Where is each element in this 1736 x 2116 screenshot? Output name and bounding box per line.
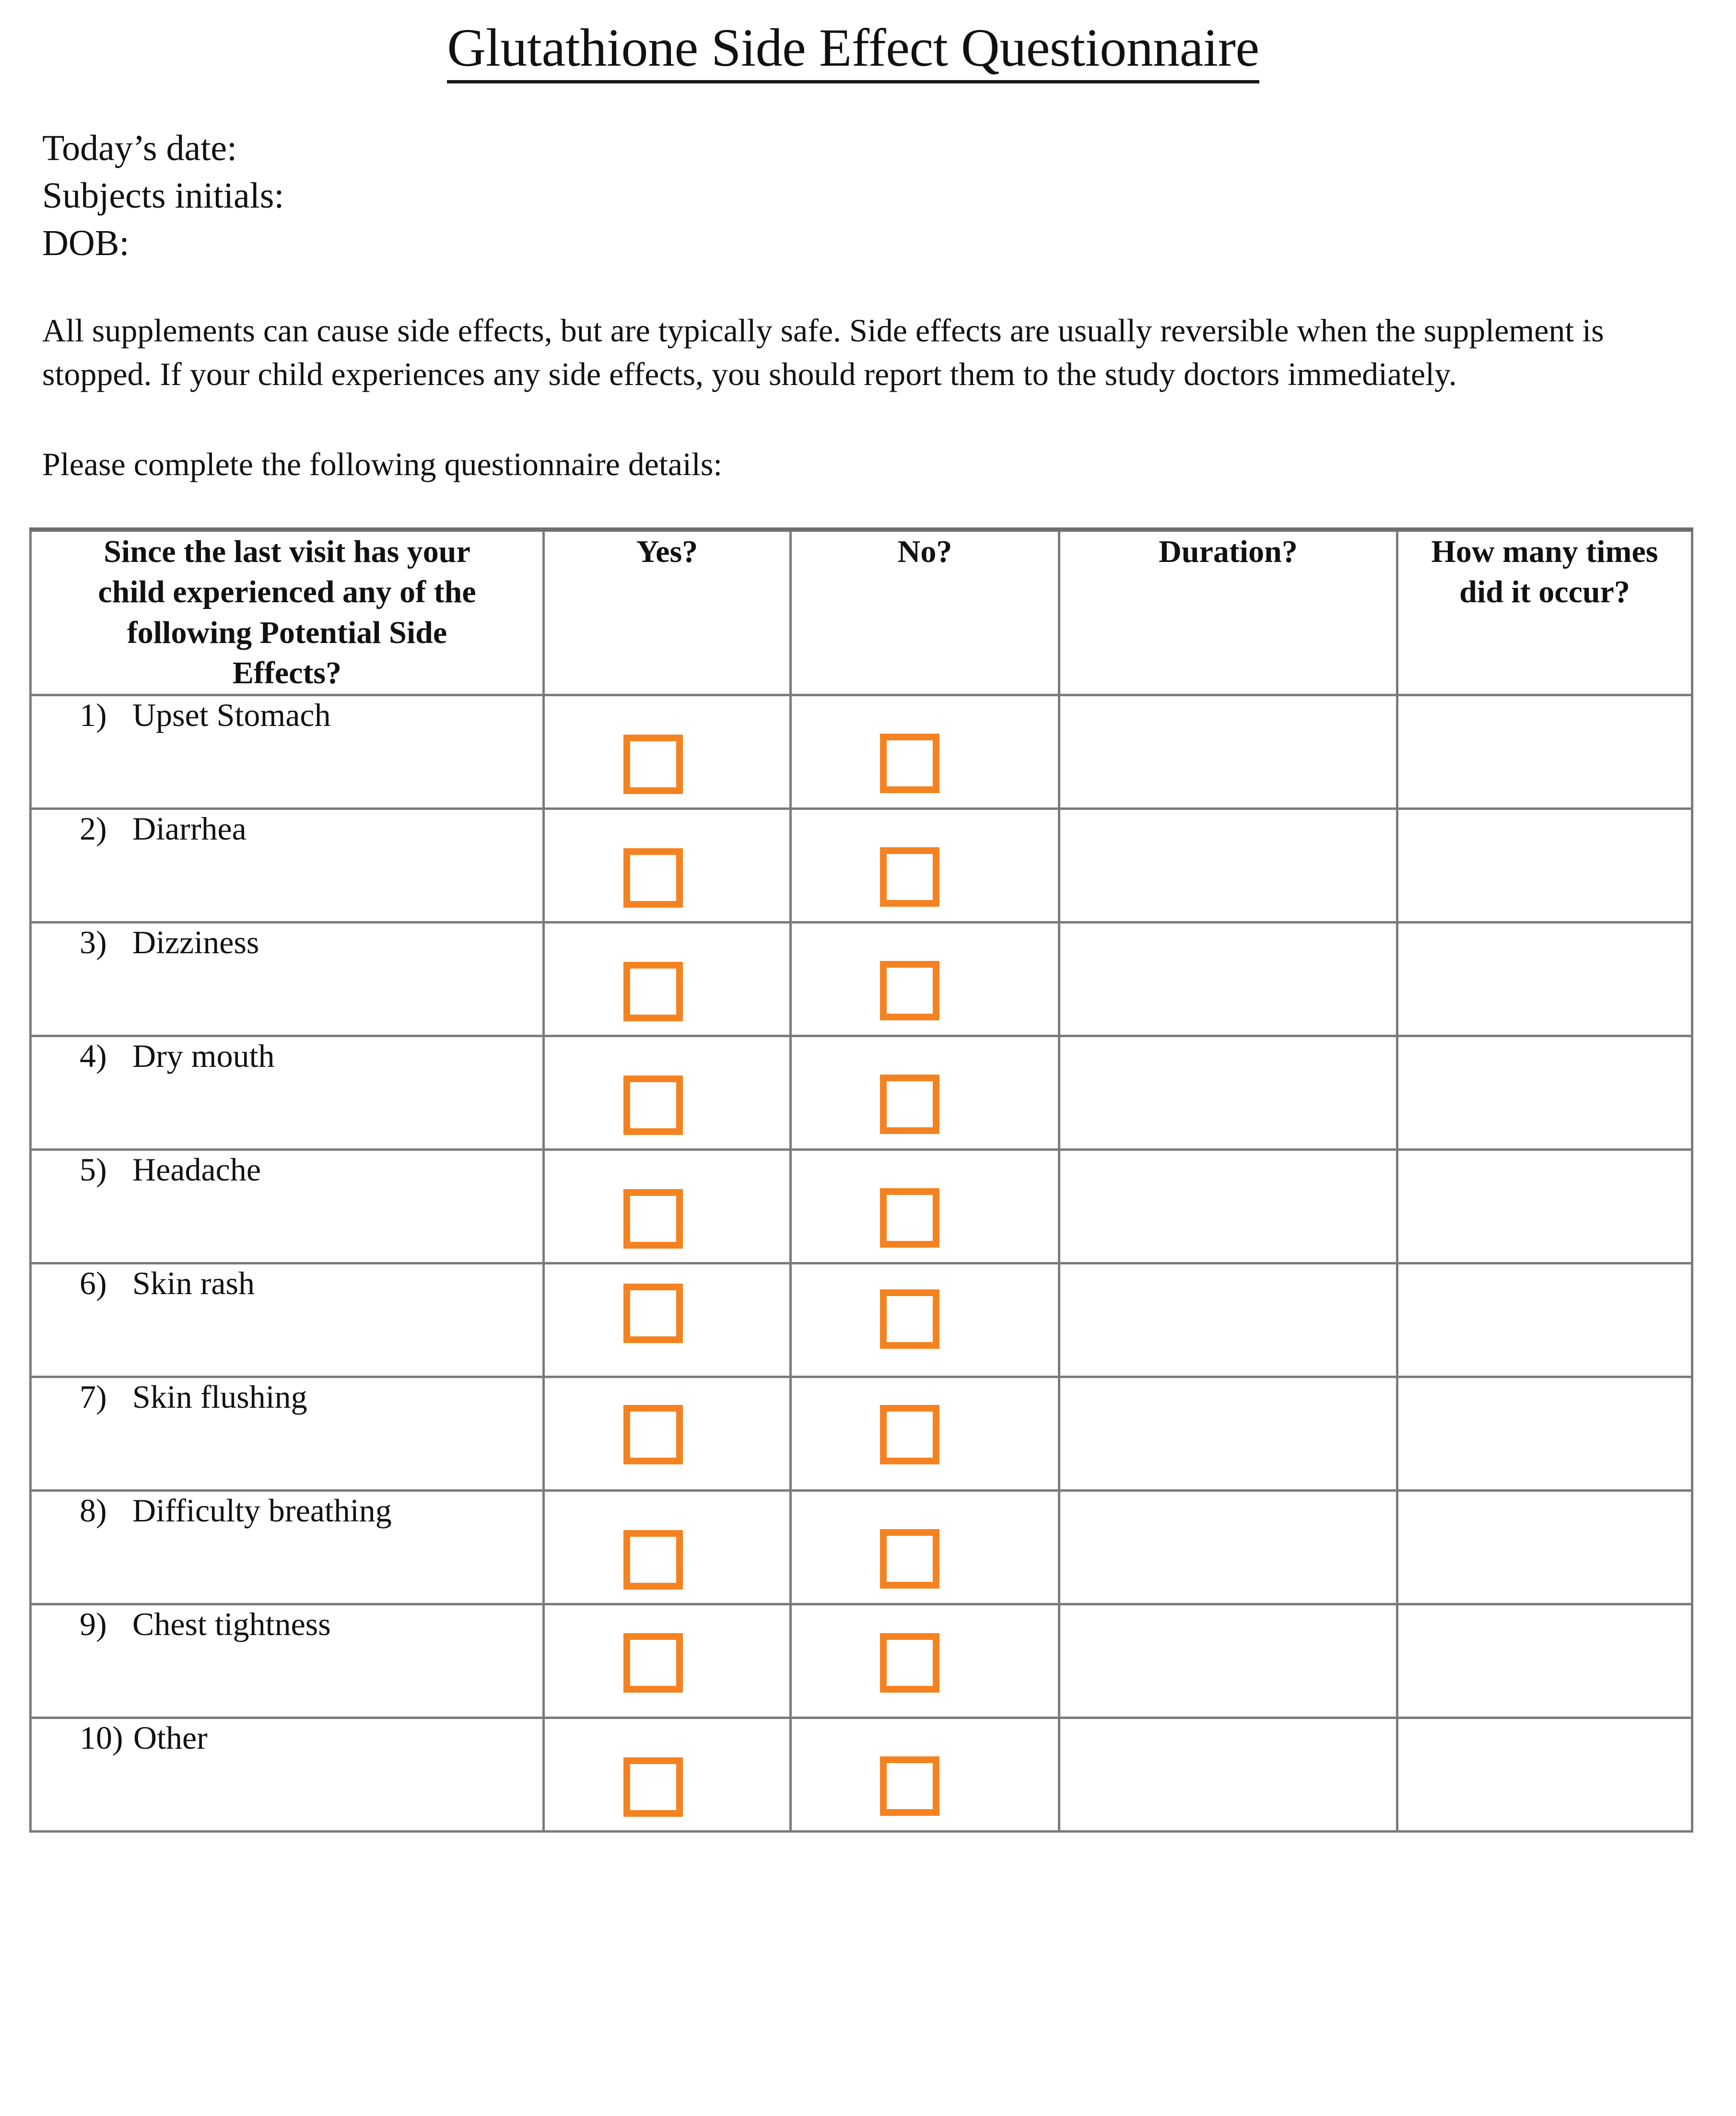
yes-checkbox[interactable] bbox=[623, 1530, 683, 1590]
header-item-line-3: following Potential Side bbox=[127, 615, 447, 650]
questionnaire-table-wrapper bbox=[42, 527, 1664, 1833]
no-cell[interactable] bbox=[791, 1490, 1059, 1604]
yes-cell[interactable] bbox=[544, 695, 791, 808]
yes-checkbox[interactable] bbox=[623, 848, 683, 908]
table-header-row bbox=[31, 529, 1692, 695]
yes-cell[interactable] bbox=[544, 1263, 791, 1377]
header-item-question bbox=[31, 529, 544, 695]
row-label-cell bbox=[31, 1377, 544, 1490]
yes-checkbox[interactable] bbox=[623, 735, 683, 794]
no-cell[interactable] bbox=[791, 1263, 1059, 1377]
identification-block bbox=[42, 125, 1664, 267]
no-checkbox[interactable] bbox=[880, 1756, 939, 1816]
no-checkbox[interactable] bbox=[880, 1075, 939, 1134]
yes-cell[interactable] bbox=[544, 1377, 791, 1490]
no-cell[interactable] bbox=[791, 922, 1059, 1036]
yes-cell[interactable] bbox=[544, 808, 791, 922]
no-cell[interactable] bbox=[791, 1718, 1059, 1831]
row-label: Dry mouth bbox=[132, 1037, 275, 1074]
intro-paragraph: All supplements can cause side effects, but are typically safe. Side effects are usually reversible when the supplement is stopped. If your child experiences any side effects, you should report them to the study doctors immediately. bbox=[42, 312, 1604, 392]
duration-cell[interactable] bbox=[1059, 695, 1397, 808]
yes-checkbox[interactable] bbox=[623, 1076, 683, 1135]
row-number: 7) bbox=[80, 1378, 107, 1415]
table-row bbox=[31, 1149, 1692, 1263]
duration-cell[interactable] bbox=[1059, 1149, 1397, 1263]
table-row bbox=[31, 1036, 1692, 1149]
occurrences-cell[interactable] bbox=[1397, 695, 1692, 808]
todays-date-label: Today’s date: bbox=[42, 128, 237, 168]
row-label: Dizziness bbox=[132, 924, 259, 960]
occurrences-cell[interactable] bbox=[1397, 1263, 1692, 1377]
row-number: 1) bbox=[80, 696, 107, 733]
table-row bbox=[31, 1718, 1692, 1831]
row-number: 4) bbox=[80, 1037, 107, 1074]
table-row bbox=[31, 1490, 1692, 1604]
header-item-line-2: child experienced any of the bbox=[98, 574, 476, 610]
document-page bbox=[0, 9, 1736, 2116]
yes-checkbox[interactable] bbox=[623, 1284, 683, 1343]
duration-cell[interactable] bbox=[1059, 1718, 1397, 1831]
duration-cell[interactable] bbox=[1059, 1377, 1397, 1490]
header-duration: Duration? bbox=[1059, 529, 1397, 695]
duration-cell[interactable] bbox=[1059, 808, 1397, 922]
row-label: Difficulty breathing bbox=[132, 1492, 392, 1529]
row-label: Skin flushing bbox=[132, 1378, 307, 1415]
header-occurrences-line-1: How many times bbox=[1431, 534, 1658, 569]
no-cell[interactable] bbox=[791, 1604, 1059, 1718]
row-number: 5) bbox=[80, 1151, 107, 1188]
row-label-cell bbox=[31, 1036, 544, 1149]
header-item-line-1: Since the last visit has your bbox=[104, 534, 470, 569]
row-label: Headache bbox=[132, 1151, 261, 1188]
no-checkbox[interactable] bbox=[880, 1188, 939, 1248]
occurrences-cell[interactable] bbox=[1397, 1377, 1692, 1490]
yes-checkbox[interactable] bbox=[623, 1633, 683, 1693]
instruction-paragraph: Please complete the following questionnaire details: bbox=[42, 446, 723, 483]
row-label-cell bbox=[31, 695, 544, 808]
yes-cell[interactable] bbox=[544, 1604, 791, 1718]
duration-cell[interactable] bbox=[1059, 1604, 1397, 1718]
duration-cell[interactable] bbox=[1059, 1036, 1397, 1149]
row-label: Diarrhea bbox=[132, 810, 246, 847]
duration-cell[interactable] bbox=[1059, 1490, 1397, 1604]
row-label-cell bbox=[31, 922, 544, 1036]
subjects-initials-label: Subjects initials: bbox=[42, 175, 284, 216]
no-checkbox[interactable] bbox=[880, 1289, 939, 1349]
no-cell[interactable] bbox=[791, 1036, 1059, 1149]
no-cell[interactable] bbox=[791, 1377, 1059, 1490]
yes-cell[interactable] bbox=[544, 1490, 791, 1604]
row-number: 9) bbox=[80, 1605, 107, 1642]
header-no: No? bbox=[791, 529, 1059, 695]
row-number: 6) bbox=[80, 1264, 107, 1301]
table-row bbox=[31, 1604, 1692, 1718]
duration-cell[interactable] bbox=[1059, 1263, 1397, 1377]
occurrences-cell[interactable] bbox=[1397, 1604, 1692, 1718]
row-label: Skin rash bbox=[132, 1264, 255, 1301]
duration-cell[interactable] bbox=[1059, 922, 1397, 1036]
row-label-cell bbox=[31, 1263, 544, 1377]
row-label-cell bbox=[31, 1718, 544, 1831]
header-occurrences bbox=[1397, 529, 1692, 695]
row-label-cell bbox=[31, 1149, 544, 1263]
row-number: 3) bbox=[80, 924, 107, 960]
row-label: Other bbox=[133, 1719, 208, 1756]
header-occurrences-line-2: did it occur? bbox=[1459, 574, 1630, 610]
table-row bbox=[31, 1263, 1692, 1377]
row-number: 10) bbox=[80, 1719, 123, 1756]
yes-cell[interactable] bbox=[544, 1718, 791, 1831]
no-cell[interactable] bbox=[791, 695, 1059, 808]
row-label: Upset Stomach bbox=[132, 696, 331, 733]
table-row bbox=[31, 695, 1692, 808]
no-checkbox[interactable] bbox=[880, 847, 939, 907]
no-checkbox[interactable] bbox=[880, 961, 939, 1020]
occurrences-cell[interactable] bbox=[1397, 1490, 1692, 1604]
yes-checkbox[interactable] bbox=[623, 962, 683, 1021]
no-checkbox[interactable] bbox=[880, 1529, 939, 1589]
occurrences-cell[interactable] bbox=[1397, 922, 1692, 1036]
occurrences-cell[interactable] bbox=[1397, 1036, 1692, 1149]
no-cell[interactable] bbox=[791, 808, 1059, 922]
yes-checkbox[interactable] bbox=[623, 1757, 683, 1817]
occurrences-cell[interactable] bbox=[1397, 1718, 1692, 1831]
table-row bbox=[31, 808, 1692, 922]
row-label-cell bbox=[31, 808, 544, 922]
table-row bbox=[31, 1377, 1692, 1490]
header-item-line-4: Effects? bbox=[232, 655, 342, 691]
yes-cell[interactable] bbox=[544, 1036, 791, 1149]
no-cell[interactable] bbox=[791, 1149, 1059, 1263]
row-label-cell bbox=[31, 1604, 544, 1718]
occurrences-cell[interactable] bbox=[1397, 808, 1692, 922]
yes-checkbox[interactable] bbox=[623, 1189, 683, 1249]
row-number: 2) bbox=[80, 810, 107, 847]
row-label: Chest tightness bbox=[132, 1605, 331, 1642]
yes-cell[interactable] bbox=[544, 922, 791, 1036]
no-checkbox[interactable] bbox=[880, 1405, 939, 1464]
yes-checkbox[interactable] bbox=[623, 1405, 683, 1464]
page-title bbox=[42, 9, 1664, 83]
row-label-cell bbox=[31, 1490, 544, 1604]
occurrences-cell[interactable] bbox=[1397, 1149, 1692, 1263]
header-yes: Yes? bbox=[544, 529, 791, 695]
row-number: 8) bbox=[80, 1492, 107, 1529]
table-body bbox=[31, 695, 1692, 1831]
yes-cell[interactable] bbox=[544, 1149, 791, 1263]
no-checkbox[interactable] bbox=[880, 1633, 939, 1693]
side-effect-questionnaire-table bbox=[29, 527, 1693, 1833]
dob-label: DOB: bbox=[42, 222, 129, 263]
no-checkbox[interactable] bbox=[880, 734, 939, 793]
page-title-text: Glutathione Side Effect Questionnaire bbox=[447, 19, 1259, 83]
table-row bbox=[31, 922, 1692, 1036]
